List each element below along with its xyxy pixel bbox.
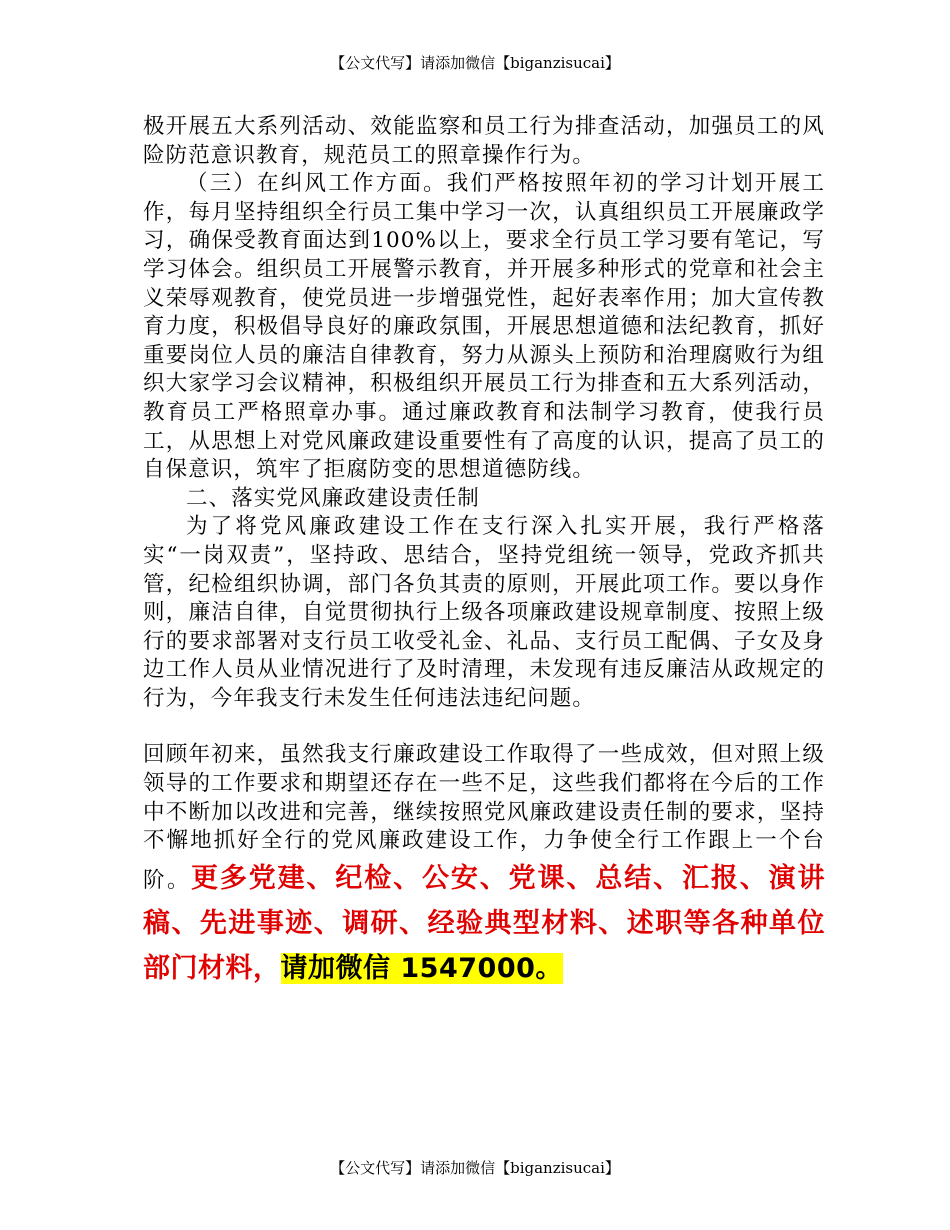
section-heading: 二、落实党风廉政建设责任制 (186, 485, 480, 511)
paragraph-review (143, 741, 825, 990)
page-footer: 【公文代写】请添加微信【biganzisucai】 (330, 1159, 620, 1177)
page-header: 【公文代写】请添加微信【biganzisucai】 (330, 54, 620, 72)
promo-highlight-text: 请加微信 1547000。 (280, 952, 563, 984)
promo-red-text: 更多党建、纪检、公安、党课、总结、汇报、演讲稿、先进事迹、调研、经验典型材料、述职等各种单位部门材料， (143, 862, 825, 984)
paragraph-gap (143, 713, 825, 741)
paragraph-responsibility-system: 为了将党风廉政建设工作在支行深入扎实开展，我行严格落实“一岗双责”，坚持政、思结合，坚持党组统一领导，党政齐抓共管，纪检组织协调，部门各负其责的原则，开展此项工作。要以身作则，廉洁自律，自觉贯彻执行上级各项廉政建设规章制度、按照上级行的要求部署对支行员工收受礼金、礼品、支行员工配偶、子女及身边工作人员从业情况进行了及时清理，未发现有违反廉洁从政规定的行为，今年我支行未发生任何违法违纪问题。 (143, 514, 825, 711)
paragraph-anti-corruption-work: （三）在纠风工作方面。我们严格按照年初的学习计划开展工作，每月坚持组织全行员工集中学习一次，认真组织员工开展廉政学习，确保受教育面达到100%以上，要求全行员工学习要有笔记，写学习体会。组织员工开展警示教育，并开展多种形式的党章和社会主义荣辱观教育，使党员进一步增强党性，起好表率作用；加大宣传教育力度，积极倡导良好的廉政氛围，开展思想道德和法纪教育，抓好重要岗位人员的廉洁自律教育，努力从源头上预防和治理腐败行为组织大家学习会议精神，积极组织开展员工行为排查和五大系列活动，教育员工严格照章办事。通过廉政教育和法制学习教育，使我行员工，从思想上对党风廉政建设重要性有了高度的认识，提高了员工的自保意识，筑牢了拒腐防变的思想道德防线。 (143, 171, 825, 483)
document-body (143, 113, 825, 991)
paragraph-continuation: 极开展五大系列活动、效能监察和员工行为排查活动，加强员工的风险防范意识教育，规范员工的照章操作行为。 (143, 114, 825, 168)
review-text: 回顾年初来，虽然我支行廉政建设工作取得了一些成效，但对照上级领导的工作要求和期望还存在一些不足，这些我们都将在今后的工作中不断加以改进和完善，继续按照党风廉政建设责任制的要求，坚持不懈地抓好全行的党风廉政建设工作，力争使全行工作跟上一个台阶。 (143, 742, 825, 893)
